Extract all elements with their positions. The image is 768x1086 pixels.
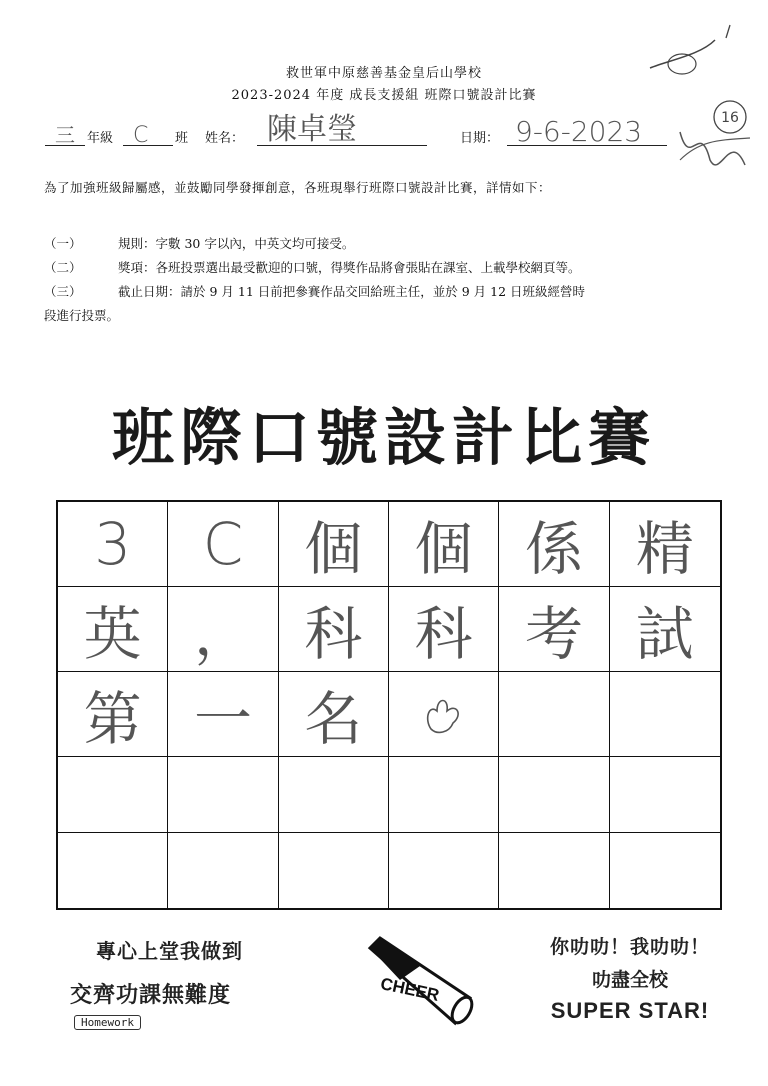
footer-left-slogan	[70, 935, 330, 1030]
grid-cell[interactable]	[389, 672, 499, 757]
name-label: 姓名：	[205, 131, 245, 146]
footer-right-line2: 叻盡全校	[591, 969, 668, 991]
grid-cell[interactable]: 個	[389, 502, 499, 587]
flower-doodle-icon	[419, 689, 469, 739]
grid-cell[interactable]: 一	[168, 672, 278, 757]
rule-number: （二）	[44, 260, 82, 275]
grid-cell[interactable]: 第	[58, 672, 168, 757]
footer-right-line1: 你叻叻！我叻叻！	[549, 936, 710, 958]
grid-cell[interactable]: 科	[279, 587, 389, 672]
rule-text: 獎項：各班投票選出最受歡迎的口號，得獎作品將會張貼在課室、上載學校網頁等。	[118, 260, 581, 275]
grid-cell[interactable]	[168, 833, 278, 909]
grid-cell[interactable]: 名	[279, 672, 389, 757]
rule-text: 截止日期：請於 9 月 11 日前把參賽作品交回給班主任，並於 9 月 12 日班級經營時	[118, 284, 586, 299]
school-name: 救世軍中原慈善基金皇后山學校	[285, 66, 482, 81]
grid-cell[interactable]: 英	[58, 587, 168, 672]
slogan-grid	[56, 500, 722, 910]
grid-cell[interactable]: 試	[610, 587, 720, 672]
rule-continuation: 段進行投票。	[44, 308, 120, 323]
grid-cell[interactable]	[279, 833, 389, 909]
cheer-megaphone	[350, 928, 480, 1028]
score-text: 16	[721, 110, 739, 126]
form-subtitle: 2023-2024 年度 成長支援組 班際口號設計比賽	[231, 88, 537, 103]
footer-right-slogan	[520, 932, 740, 1024]
grid-cell[interactable]	[389, 757, 499, 833]
grid-cell[interactable]	[168, 757, 278, 833]
grid-cell[interactable]	[279, 757, 389, 833]
grid-cell[interactable]	[610, 757, 720, 833]
grid-cell[interactable]	[610, 672, 720, 757]
homework-tag: Homework	[74, 1015, 141, 1030]
grid-cell[interactable]: 係	[499, 502, 609, 587]
date-value: 9-6-2023	[515, 115, 643, 148]
grid-cell[interactable]: 3	[58, 502, 168, 587]
footer-right-line3: SUPER STAR!	[550, 998, 710, 1023]
cheer-text: CHEER	[378, 974, 441, 1005]
grade-label: 年級	[87, 131, 114, 146]
rule-number: （一）	[44, 236, 82, 251]
rule-text: 規則：字數 30 字以內，中英文均可接受。	[118, 236, 355, 251]
grid-cell[interactable]: 個	[279, 502, 389, 587]
class-label: 班	[175, 131, 189, 146]
footer-left-line2: 交齊功課無難度	[70, 983, 232, 1008]
class-value: C	[133, 123, 149, 148]
rule-item	[44, 256, 744, 280]
rules-list	[44, 232, 744, 328]
rule-number: （三）	[44, 284, 82, 299]
student-info-row	[45, 110, 685, 150]
grid-cell[interactable]	[499, 757, 609, 833]
grid-cell[interactable]	[58, 833, 168, 909]
intro-text: 為了加強班級歸屬感，並鼓勵同學發揮創意，各班現舉行班際口號設計比賽，詳情如下：	[44, 180, 552, 195]
main-title: 班際口號設計比賽	[111, 401, 656, 474]
grid-cell[interactable]	[610, 833, 720, 909]
grade-value: 三	[55, 123, 75, 147]
date-label: 日期：	[460, 131, 500, 146]
grid-cell[interactable]: 精	[610, 502, 720, 587]
megaphone-icon	[350, 928, 480, 1028]
rule-item	[44, 280, 744, 304]
grid-cell[interactable]: 考	[499, 587, 609, 672]
grid-cell[interactable]: C	[168, 502, 278, 587]
name-value: 陳卓瑩	[267, 112, 357, 147]
grid-cell[interactable]: ，	[168, 587, 278, 672]
grid-cell[interactable]	[499, 833, 609, 909]
grid-cell[interactable]	[389, 833, 499, 909]
grid-cell[interactable]	[58, 757, 168, 833]
rule-item	[44, 232, 744, 256]
grid-cell[interactable]	[499, 672, 609, 757]
grid-cell[interactable]: 科	[389, 587, 499, 672]
footer-left-line1: 專心上堂我做到	[96, 939, 243, 963]
